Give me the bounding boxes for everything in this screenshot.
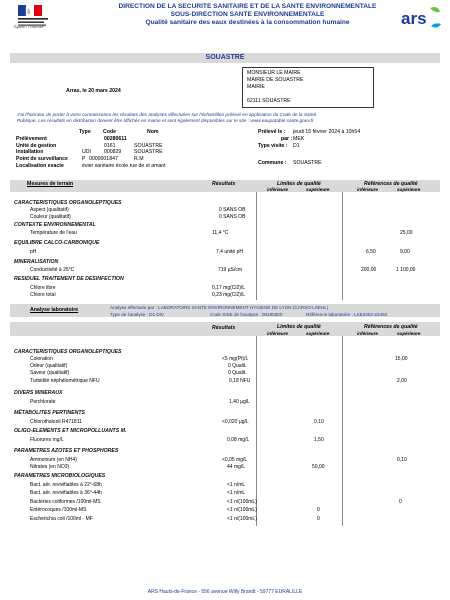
- meta-nom-unite: SOUASTRE: [134, 143, 163, 149]
- terrain-col-divider: [256, 192, 257, 300]
- lab-row-name: Fluorures mg/L: [30, 437, 64, 443]
- lab-row-result: 0 Qualit.: [228, 363, 247, 369]
- terrain-row-result: 0,17 mg(Cl2)/L: [212, 285, 246, 291]
- lab-section-head: MÉTABOLITES PERTINENTS: [14, 410, 85, 416]
- lab-col-references: Références de qualité: [364, 324, 418, 330]
- meta-label-point: Point de surveillance: [16, 156, 68, 162]
- header-subtitle: Qualité sanitaire des eaux destinées à la consommation humaine: [145, 19, 350, 26]
- address-line-2: MAIRIE DE SOUASTRE: [247, 77, 304, 83]
- lab-row-ref-sup: 0: [399, 499, 402, 505]
- terrain-row-name: Chlore total: [30, 292, 56, 298]
- intro-line-1: J'ai l'honneur de porter à votre connaissance les résultats des analyses effectuées sur l'échantillon prélevé en application du Code de la Santé: [17, 113, 317, 118]
- lab-type-analyse: Type de l'analyse : D1 DIV: [110, 312, 164, 317]
- terrain-row-result: 11,4 °C: [212, 230, 229, 236]
- terrain-row-ref-inf: 200,00: [361, 267, 377, 273]
- terrain-col-limites: Limites de qualité: [277, 181, 321, 187]
- lab-row-result: 1,40 µg/L: [229, 399, 250, 405]
- address-box: [242, 67, 374, 108]
- intro-line-2: Publique. Les résultats en distribution doivent être affichés en mairie et sont également disponibles sur le site : www.eaupotable.sante.gouv.fr: [17, 119, 314, 124]
- lab-row-name: Perchlorate: [30, 399, 56, 405]
- terrain-col-ref-sup: supérieure: [397, 187, 421, 192]
- lab-title: Analyse laboratoire: [30, 307, 79, 313]
- meta-type-installation: UDI: [82, 149, 91, 155]
- terrain-row-result: 0 SANS OB: [219, 207, 246, 213]
- meta-localisation-value: évier sanitaire école rue de st amant: [82, 163, 166, 169]
- ars-logo: [400, 2, 444, 34]
- meta-col-nom: Nom: [147, 129, 159, 135]
- terrain-row-ref-sup: 25,00: [400, 230, 413, 236]
- meta-code-unite: 0161: [104, 143, 116, 149]
- lab-col-ref-inf: inférieure: [357, 331, 378, 336]
- lab-row-name: Entérocoques /100ml-MS: [30, 507, 87, 513]
- lab-row-result: <5 mg(Pt)/L: [222, 356, 249, 362]
- terrain-section-head: MINERALISATION: [14, 259, 59, 265]
- meta-value-visite: D1: [293, 143, 300, 149]
- terrain-col-ref-inf: inférieure: [357, 187, 378, 192]
- lab-col-limites: Limites de qualité: [277, 324, 321, 330]
- terrain-row-result: 7,4 unité pH: [216, 249, 243, 255]
- meta-col-code: Code: [103, 129, 116, 135]
- terrain-row-name: Aspect (qualitatif): [30, 207, 69, 213]
- lab-row-result: 0 Qualit.: [228, 370, 247, 376]
- terrain-row-result: 0,23 mg(Cl2)/L: [212, 292, 246, 298]
- lab-row-name: Ammonium (en NH4): [30, 457, 77, 463]
- lab-ref-labo: Référence laboratoire : LSE2402-22454: [306, 312, 388, 317]
- header-subdirection: SOUS-DIRECTION SANTE ENVIRONNEMENTALE: [170, 11, 325, 18]
- lab-row-name: Saveur (qualitatif): [30, 370, 70, 376]
- lab-row-ref-sup: 15,00: [395, 356, 408, 362]
- terrain-row-ref-sup: 9,00: [400, 249, 410, 255]
- lab-row-result: <0,020 µg/L: [222, 419, 249, 425]
- lab-row-result: <1 n/mL: [227, 482, 246, 488]
- footer-address: ARS Hauts-de-France - 556 avenue Willy Brandt - 59777 EURALILLE: [147, 589, 303, 595]
- lab-row-name: Bactéries coliformes /100ml-MS: [30, 499, 101, 505]
- address-line-1: MONSIEUR LE MAIRE: [247, 70, 301, 76]
- lab-row-name: Escherichia coli /100ml - MF: [30, 516, 93, 522]
- terrain-row-name: Conductivité à 25°C: [30, 267, 75, 273]
- lab-section-head: CARACTERISTIQUES ORGANOLEPTIQUES: [14, 349, 122, 355]
- terrain-row-result: 0 SANS OB: [219, 214, 246, 220]
- meta-label-installation: Installation: [16, 149, 44, 155]
- meta-label-prelevement: Prélèvement: [16, 136, 47, 142]
- lab-row-ref-sup: 2,00: [397, 378, 407, 384]
- lab-row-lim-sup: 0: [317, 516, 320, 522]
- address-line-3: MAIRIE: [247, 84, 265, 90]
- meta-value-commune: SOUASTRE: [293, 160, 322, 166]
- meta-code-prelevement: 00280611: [104, 136, 127, 142]
- lab-col-results: Résultats: [212, 325, 236, 331]
- terrain-row-result: 719 µS/cm: [218, 267, 243, 273]
- terrain-section-head: RESIDUEL TRAITEMENT DE DESINFECTION: [14, 276, 124, 282]
- terrain-section-head: CONTEXTE ENVIRONNEMENTAL: [14, 222, 96, 228]
- logo-caption: Égalité • Fraternité: [14, 25, 44, 29]
- terrain-title: Mesures de terrain: [27, 181, 74, 187]
- terrain-col-lim-sup: supérieure: [306, 187, 330, 192]
- lab-row-result: 0,18 NFU: [229, 378, 251, 384]
- lab-section-head: OLIGO-ELEMENTS ET MICROPOLLUANTS M.: [14, 428, 127, 434]
- lab-code-sise: Code SISE de l'analyse : 00280300: [210, 312, 283, 317]
- lab-section-head: DIVERS MINERAUX: [14, 390, 63, 396]
- header-direction: DIRECTION DE LA SECURITE SANITAIRE ET DE LA SANTE ENVIRONNEMENTALE: [118, 3, 377, 10]
- lab-row-name: Nitrates (en NO3): [30, 464, 70, 470]
- lab-col-ref-sup: supérieure: [397, 331, 421, 336]
- lab-row-result: <1 n/(100mL): [227, 516, 257, 522]
- commune-title: SOUASTRE: [205, 54, 245, 61]
- terrain-row-name: Température de l'eau: [30, 230, 77, 236]
- lab-row-lim-sup: 0: [317, 507, 320, 513]
- lab-row-lim-sup: 50,00: [312, 464, 325, 470]
- lab-row-result: <0,05 mg/L: [222, 457, 248, 463]
- lab-row-lim-sup: 0,10: [314, 419, 324, 425]
- lab-row-lim-sup: 1,50: [314, 437, 324, 443]
- meta-value-preleve: jeudi 15 février 2024 à 10h54: [293, 129, 361, 135]
- lab-row-result: <1 n/mL: [227, 490, 246, 496]
- terrain-col-references: Références de qualité: [364, 181, 418, 187]
- terrain-section-head: CARACTERISTIQUES ORGANOLEPTIQUES: [14, 200, 122, 206]
- meta-nom-installation: SOUASTRE: [134, 149, 163, 155]
- terrain-section-head: EQUILIBRE CALCO-CARBONIQUE: [14, 240, 100, 246]
- lab-row-result: 0,08 mg/L: [227, 437, 250, 443]
- terrain-row-ref-inf: 6,50: [366, 249, 376, 255]
- lab-row-ref-sup: 0,10: [397, 457, 407, 463]
- ars-logo-text: ars: [401, 9, 427, 28]
- lab-section-head: PARAMETRES AZOTES ET PHOSPHORES: [14, 448, 119, 454]
- lab-col-divider: [342, 336, 343, 526]
- meta-col-type: Type: [79, 129, 91, 135]
- lab-row-result: <1 n/(100mL): [227, 507, 257, 513]
- terrain-row-name: Couleur (qualitatif): [30, 214, 71, 220]
- terrain-row-name: pH: [30, 249, 37, 255]
- terrain-col-lim-inf: inférieure: [267, 187, 288, 192]
- lab-row-name: Turbidité néphélométrique NFU: [30, 378, 100, 384]
- meta-label-unite: Unité de gestion: [16, 143, 57, 149]
- meta-label-par: par :: [281, 136, 293, 142]
- meta-label-commune: Commune :: [258, 160, 287, 166]
- meta-label-preleve: Prélevé le :: [258, 129, 286, 135]
- lab-row-name: Bact. aér. revivifiables à 22°-68h: [30, 482, 102, 488]
- meta-type-point: P: [82, 156, 86, 162]
- meta-label-localisation: Localisation exacte: [16, 163, 64, 169]
- address-line-5: 62111 SOUASTRE: [247, 98, 291, 104]
- ars-logo-icon: [400, 2, 444, 34]
- terrain-col-results: Résultats: [212, 181, 236, 187]
- lab-row-name: Bact. aér. revivifiables à 36°-44h: [30, 490, 102, 496]
- marianne-icon: [14, 4, 70, 34]
- date-line: Arras, le 20 mars 2024: [66, 88, 121, 94]
- lab-row-result: <1 n/(100mL): [227, 499, 257, 505]
- terrain-row-name: Chlore libre: [30, 285, 56, 291]
- republique-logo: [14, 4, 70, 34]
- terrain-row-ref-sup: 1 100,00: [396, 267, 416, 273]
- lab-row-name: Chlorothalonil R471811: [30, 419, 82, 425]
- meta-label-visite: Type visite :: [258, 143, 288, 149]
- lab-row-name: Coloration: [30, 356, 53, 362]
- lab-performed-by: Analyse effectuée par : LABORATOIRE SANTE ENVIRONNEMENT HYGIENE DE LYON (CARSO-LSEHL): [110, 305, 329, 310]
- meta-nom-point: R.M: [134, 156, 144, 162]
- meta-code-installation: 000829: [104, 149, 122, 155]
- lab-col-lim-inf: inférieure: [267, 331, 288, 336]
- terrain-col-divider: [342, 192, 343, 300]
- lab-row-name: Odeur (qualitatif): [30, 363, 68, 369]
- lab-col-divider: [256, 336, 257, 526]
- lab-row-result: 44 mg/L: [227, 464, 246, 470]
- lab-section-head: PARAMETRES MICROBIOLOGIQUES: [14, 473, 106, 479]
- meta-code-point: 0000001847: [89, 156, 118, 162]
- lab-col-lim-sup: supérieure: [306, 331, 330, 336]
- meta-value-par: MEK: [293, 136, 305, 142]
